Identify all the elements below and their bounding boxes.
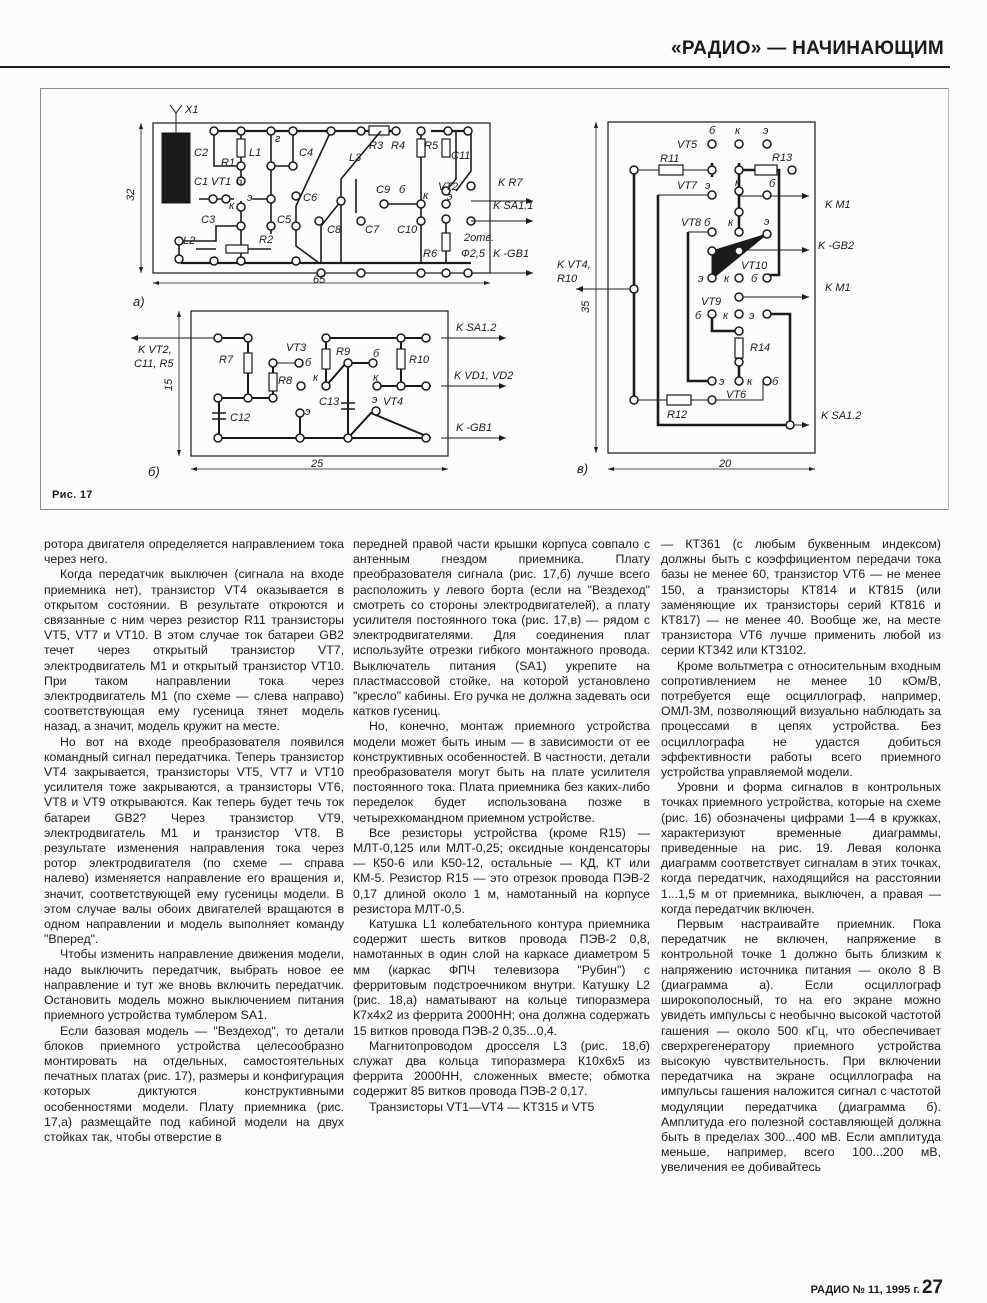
text-column-3 [661, 537, 941, 1176]
label: э [305, 406, 311, 418]
label: R3 [369, 140, 384, 152]
label: VT10 [741, 260, 768, 272]
label: Ф2,5 [461, 248, 486, 260]
label: C11 [451, 150, 471, 162]
paragraph: Когда передатчик выключен (сигнала на входе приемника нет), транзистор VT4 оказывается в открытом состоянии. В результате откроются и связанные с ним через резистор R11 транзисторы VT5, VT7 и VT10. В этом случае ток батареи GB2 течет через открытый транзистор VT7, электродвигатель M1 и открытый транзистор VT10. При таком направлении тока через электродвигатель M1 (по схеме — слева направо) соответствующая ему гусеница тянет модель назад, а значит, модель кружит на месте. [44, 567, 344, 734]
label: к [735, 177, 741, 189]
label: э [447, 191, 453, 203]
label: э [763, 125, 769, 137]
label: C8 [327, 224, 342, 236]
label: C6 [303, 192, 318, 204]
label: C1 [194, 176, 209, 188]
label-k-vt4: K VT4, [557, 259, 591, 271]
label: к [373, 372, 379, 384]
paragraph: Катушка L1 колебательного контура приемника содержит шесть витков провода ПЭВ-2 0,8, намотанных в один слой на каркасе диаметром 5 мм (каркас ФПЧ телевизора "Рубин") с ферритовым подстроечником внутри. Катушку L2 (рис. 18,а) наматывают на кольце типоразмера К7х4х2 из феррита 2000НН; она должна содержать 15 витков провода ПЭВ-2 0,35...0,4. [353, 917, 650, 1038]
journal-issue: РАДИО № 11, 1995 г. [810, 1284, 920, 1296]
label: C5 [277, 214, 292, 226]
board-c-labels [557, 125, 861, 476]
paragraph: Магнитопроводом дросселя L3 (рис. 18,б) служат два кольца типоразмера К10х6х5 из феррита 2000НН, сложенных вместе; обмотка содержит 85 витков провода ПЭВ-2 0,17. [353, 1038, 650, 1099]
label: э [372, 394, 378, 406]
label: б [751, 273, 758, 285]
label: к [229, 200, 235, 212]
label: VT1 [211, 176, 232, 188]
label: б [305, 357, 312, 369]
label: б [373, 348, 380, 360]
paragraph: Но вот на входе преобразователя появился командный сигнал передатчика. Теперь транзистор VT4 закрывается, транзисторы VT5, VT7 и VT10 усилителя тоже закрываются, а транзисторы VT6, VT8 и VT9 открываются. Как теперь будет течь ток батареи GB2? Через транзистор VT9, электродвигатель M1 и транзистор VT8. В результате изменения направления тока через ротор электродвигателя (по схеме — справа налево) изменяется направление его вращения и, значит, соответствующей ему гусеницы модели. В этом случае валы обоих двигателей вращаются в одном направлении и модель выполняет команду "Вперед". [44, 734, 344, 947]
label: R14 [750, 342, 771, 354]
label: э [698, 273, 704, 285]
paragraph: Кроме вольтметра с относительным входным сопротивлением не менее 10 кОм/В, потребуется еще осциллограф, например, ОМЛ-3М, позволяющий визуально наблюдать за процессами в цепях устройства. Без осциллографа не удастся добиться эффективности работы всего приемного устройства управляемой модели. [661, 658, 941, 780]
paragraph: Первым настраивайте приемник. Пока передатчик не включен, напряжение в контрольной точке 1 должно быть близким к напряжению источника питания — около 8 В (диаграмма а). Если осциллограф широкополосный, то на его экране можно увидеть импульсы с необычно высокой частотой гашения — около 500 кГц, что обеспечивает сверхрегенератору приемного устройства высокую чувствительность. При включении передатчика на экране осциллографа на импульсы гашения наложится сигнал с частотой модуляции передатчика (диаграмма б). Амплитуда его полезной составляющей должна быть в пределах 300...400 мВ. Если амплитуда меньше, например, всего 100...200 мВ, увеличения ее добивайтесь [661, 917, 941, 1175]
label: 2отв. [464, 232, 495, 244]
panel-label-b: б) [148, 464, 160, 479]
label: б [695, 310, 702, 322]
label: VT2 [438, 181, 459, 193]
label: C13 [319, 396, 340, 408]
label: R13 [772, 152, 793, 164]
paragraph: ротора двигателя определяется направлением тока через него. [44, 537, 344, 567]
label: э [764, 216, 770, 228]
label: R7 [219, 354, 234, 366]
page-footer [811, 1277, 943, 1299]
label: C10 [397, 224, 418, 236]
label: б [772, 376, 779, 388]
label: C3 [201, 214, 216, 226]
text-column-2 [353, 537, 650, 1115]
label: C7 [365, 224, 380, 236]
dimension-c-width: 20 [719, 458, 732, 470]
label-k-m1: K M1 [825, 199, 851, 211]
label-k-gb1: K -GB1 [456, 422, 493, 434]
panel-label-a: а) [133, 294, 145, 309]
pcb-drawings [41, 89, 948, 509]
label: C4 [299, 147, 314, 159]
figure-caption: Рис. 17 [52, 489, 93, 501]
page-header [0, 38, 950, 68]
label: R6 [423, 248, 438, 260]
label: C12 [230, 412, 251, 424]
label: э [705, 180, 711, 192]
section-title: «РАДИО» — НАЧИНАЮЩИМ [671, 38, 944, 59]
label-k-r7: K R7 [498, 177, 523, 189]
paragraph: Уровни и форма сигналов в контрольных точках приемного устройства, которые на схеме (рис. 16) обозначены цифрами 1—4 в кружках, характеризуют временные диаграммы, приведенные на рис. 19. Левая колонка диаграмм соответствует сигналам в этих точках, когда передатчик, находящийся на расстоянии 1...1,5 м от приемника, выключен, а правая — когда передатчик включен. [661, 780, 941, 916]
paragraph: Если базовая модель — "Вездеход", то детали блоков приемного устройства целесообразно монтировать на отдельных, самостоятельных печатных платах (рис. 17), размеры и конфигурация которых диктуются конструктивными особенностями модели. Плату приемника (рис. 17,а) размещайте под кабиной модели на двух стойках так, чтобы отверстие в [44, 1023, 344, 1144]
label: R9 [336, 346, 351, 358]
label: R8 [278, 375, 293, 387]
label: L3 [349, 152, 362, 164]
paragraph: Но, конечно, монтаж приемного устройства модели может быть иным — в зависимости от ее конструктивных особенностей. В частности, детали преобразователя могут быть на плате усилителя постоянного тока. Плата приемника без каких-либо переделок будет использована позже в четырехкомандном приемном устройстве. [353, 719, 650, 825]
label: э [719, 376, 725, 388]
label: VT5 [677, 139, 698, 151]
antenna-pad [162, 133, 190, 203]
label: C9 [376, 184, 391, 196]
label-k-vt2: K VT2, [138, 344, 172, 356]
label: C2 [194, 147, 209, 159]
dimension-a-width: 65 [313, 274, 326, 286]
dimension-a-height: 32 [125, 188, 137, 201]
paragraph: Все резисторы устройства (кроме R15) — МЛТ-0,125 или МЛТ-0,25; оксидные конденсаторы — К50-6 или К50-12, остальные — КД, КТ или КМ-5. Резистор R15 — это отрезок провода ПЭВ-2 0,17 длиной около 1 м, намотанный на корпусе резистора МЛТ-0,5. [353, 825, 650, 916]
label: VT3 [286, 342, 307, 354]
label: б [399, 184, 406, 196]
paragraph: — КТ361 (с любым буквенным индексом) должны быть с коэффициентом передачи тока базы не менее 60, транзистор VT6 — не менее 150, а транзисторы КТ814 и КТ815 (или заменяющие их транзисторы серий КТ816 и КТ817) — не менее 40. Вообще же, на месте транзистора VT6 лучше применить любой из серии КТ342 или КТ3102. [661, 537, 941, 658]
label: б [769, 178, 776, 190]
dimension-b-height: 15 [163, 378, 175, 391]
label-k-sa1-2: K SA1.2 [821, 410, 862, 422]
board-b [131, 311, 506, 471]
label: к [313, 372, 319, 384]
label: R12 [667, 409, 688, 421]
panel-label-c: в) [577, 461, 589, 476]
label-k-sa1-1: K SA1.1 [493, 200, 534, 212]
label: VT6 [726, 389, 747, 401]
label: к [724, 273, 730, 285]
label-r10: R10 [557, 273, 578, 285]
label: к [423, 190, 429, 202]
dimension-c-height: 35 [580, 300, 592, 313]
paragraph: Чтобы изменить направление движения модели, надо выключить передатчик, выбрать новое ее направление и тут же вновь включить передатчик. Остановить модель можно выключением питания приемного устройства тумблером SA1. [44, 947, 344, 1023]
label: L1 [249, 147, 262, 159]
figure-17 [40, 88, 949, 510]
label: R5 [424, 140, 439, 152]
label: VT4 [383, 396, 404, 408]
paragraph: передней правой части крышки корпуса совпало с антенным гнездом приемника. Плату преобразователя сигнала (рис. 17,б) лучше всего расположить у левого борта (если на "Вездеход" смотреть со стороны электродвигателей), а плату усилителя постоянного тока (рис. 17,в) — рядом с электродвигателями. Для соединения плат используйте отрезки гибкого монтажного провода. Выключатель питания (SA1) укрепите на пластмассовой стойке, на которой установлено "кресло" кабины. Его ручка не должна задевать оси катков гусениц. [353, 537, 650, 719]
label: б [709, 125, 716, 137]
label: L2 [183, 235, 196, 247]
label: R2 [259, 234, 274, 246]
label-k-vd1-vd2: K VD1, VD2 [454, 370, 514, 382]
label: к [728, 217, 734, 229]
label: R1 [221, 157, 236, 169]
label: R4 [391, 140, 406, 152]
label-k-gb1: K -GB1 [493, 248, 530, 260]
label: VT9 [701, 296, 722, 308]
label: г [275, 133, 281, 145]
page-number: 27 [921, 1277, 943, 1298]
text-column-1 [44, 537, 344, 1145]
label-k-gb2: K -GB2 [818, 240, 855, 252]
label: к [747, 376, 753, 388]
label: э [749, 310, 755, 322]
header-rule [0, 66, 950, 68]
label-k-sa1-2: K SA1.2 [456, 322, 497, 334]
label: к [735, 125, 741, 137]
label: к [723, 310, 729, 322]
label: б [236, 176, 243, 188]
board-b-outline [191, 311, 448, 456]
label: VT7 [677, 180, 698, 192]
label: R11 [660, 153, 680, 165]
board-c [576, 122, 815, 471]
label-k-m1-2: K M1 [825, 282, 851, 294]
label: VT8 [681, 217, 702, 229]
label: б [704, 217, 711, 229]
label: R10 [409, 354, 430, 366]
label-x1: X1 [185, 104, 199, 116]
label: э [247, 192, 253, 204]
paragraph: Транзисторы VT1—VT4 — КТ315 и VT5 [369, 1099, 595, 1114]
dimension-b-width: 25 [311, 458, 324, 470]
label-c11-r5: C11, R5 [134, 358, 174, 370]
